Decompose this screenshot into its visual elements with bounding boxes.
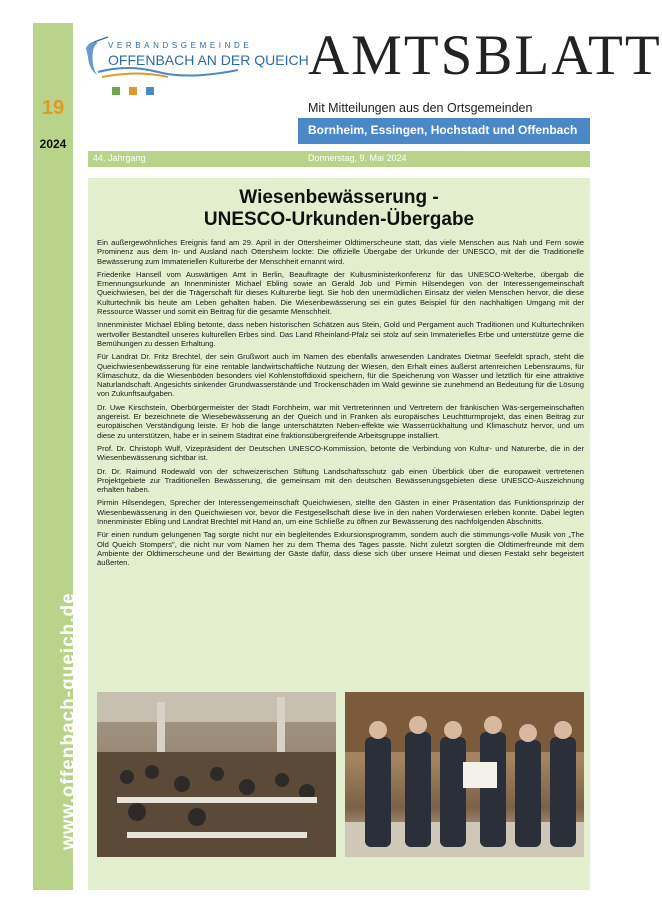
article-paragraph: Für einen rundum gelungenen Tag sorgte nicht nur ein begleitendes Exkursionsprogramm, sondern auch die stimmungs-volle Musik von „The Old Queich Stompers", die nicht nur vom Namen her zu dem Thema des Tages passte. Nicht zuletzt sorgten die Oldtimerfreunde mit dem Ambiente der Oldtimerscheune und der Bewirtung der Gäste dafür, dass diese sich über unsere Heimat und diesen Festakt sehr begeistert äußerten. (97, 530, 584, 568)
article-paragraph: Pirmin Hilsendegen, Sprecher der Interessengemeinschaft Queichwiesen, stellte den Gästen in einer Präsentation das Funktionsprinzip der Wiesenbewässerung in den Queichwiesen vor, bevor die Festgesellschaft diese live in den nahen Vorderwiesen erleben konnte. Dabei legten Innenminister Ebling und Landrat Brechtel mit Hand an, um eine Schließe zu öffnen zur Bewässerung des nachfolgenden Abschnitts. (97, 498, 584, 527)
issue-year: 2024 (39, 137, 67, 151)
logo-square-orange (129, 87, 137, 95)
article-paragraph: Für Landrat Dr. Fritz Brechtel, der sein Grußwort auch im Namen des ebenfalls anwesenden Landrates Dietmar Seefeldt sprach, steht die Queichwiesenbewässerung für eine rentable landwirtschaftliche Nutzung der Wiesen, den Erhalt eines äußerst artenreichen Lebensraums, für Klimaschutz, da die Wiesenböden besonders viel Kohlenstoffdioxid speichern, für die Speicherung von Wasser und letztlich für eine attraktive Naturlandschaft. Angesichts sinkender Grundwasserstände und Trockenschäden im Wald gewinne sie zunehmend an Bedeutung für die Lösung von Zukunftsaufgaben. (97, 352, 584, 399)
event-hall-illustration (97, 692, 336, 857)
article-paragraph: Innenminister Michael Ebling betonte, dass neben historischen Schätzen aus Stein, Gold und Pergament auch Traditionen und Kulturtechniken wertvoller Bestandteil unseres kulturellen Erbes sind. Das Land Rheinland-Pfalz sei stolz auf sein Immaterielles Erbe und unterstütze gerne die Bemühungen zu dessen Erhaltung. (97, 320, 584, 348)
group-illustration (345, 692, 584, 857)
certificate-handover-photo (345, 692, 584, 857)
logo-square-green (112, 87, 120, 95)
article-paragraph: Dr. Dr. Raimund Rodewald von der schweizerischen Stiftung Landschaftsschutz gab einen Überblick über die europaweit vertretenen Projektgebiete zur Traditionellen Bewässerung, die gemeinsam mit den deutschen Bewässerungsgebieten diese UNESCO-Auszeichnung erhalten haben. (97, 466, 584, 495)
masthead-title: AMTSBLATT (308, 24, 662, 87)
headline-line-1: Wiesenbewässerung - (239, 187, 439, 208)
article-paragraph: Prof. Dr. Christoph Wulf, Vizepräsident der Deutschen UNESCO-Kommission, betonte die Verbindung von Kultur- und Naturerbe, die in der Wiesenbewässerung sichtbar ist. (97, 443, 584, 463)
article-paragraph: Ein außergewöhnliches Ereignis fand am 29. April in der Ottersheimer Oldtimerscheune statt, das viele Menschen aus Nah und Fern sowie Prominenz aus dem In- und Ausland nach Ottersheim lockte: Die offizielle Übergabe der Urkunde der UNESCO, mit der die Traditionelle Bewässerung zum Immateriellen Kulturerbe der Menschheit ernannt wird. (97, 238, 584, 266)
article-body (97, 238, 584, 572)
website-url: www.offenbach-queich.de (58, 592, 79, 850)
jahrgang: 44. Jahrgang (93, 153, 146, 163)
article-headline (88, 187, 590, 231)
logo-squares (112, 82, 163, 100)
issue-number: 19 (41, 97, 65, 119)
masthead-subtitle: Mit Mitteilungen aus den Ortsgemeinden (308, 101, 533, 115)
logo-top-line: VERBANDSGEMEINDE (108, 41, 253, 50)
article-paragraph: Friederike Hansell vom Auswärtigen Amt in Berlin, Beauftragte der Kultusministerkonferenz für das UNESCO-Welterbe, übergab die Ernennungsurkunde an Innenminister Michael Ebling sowie an Gerald Job und Pirmin Hilsendegen von der Interessengemeinschaft Queichwiesen, bei der die Trägerschaft für dieses Kulturerbe liegt. Sie hob den unermüdlichen Einsatz der vielen Menschen hervor, die diese Kulturtechnik bis heute am Leben gehalten haben. Die Wiesenbewässerung sei ein gutes Beispiel für den nachhaltigen Umgang mit der Ressource Wasser und somit ein Beitrag für die gesamte Menschheit. (97, 269, 584, 317)
towns-list: Bornheim, Essingen, Hochstadt und Offenbach (308, 123, 578, 137)
event-hall-photo (97, 692, 336, 857)
headline-line-2: UNESCO-Urkunden-Übergabe (203, 209, 475, 230)
logo-square-blue (146, 87, 154, 95)
issue-date: Donnerstag, 9. Mai 2024 (308, 153, 407, 163)
article-paragraph: Dr. Uwe Kirschstein, Oberbürgermeister der Stadt Forchheim, war mit Vertreterinnen und Vertretern der fränkischen Wäs-sergemeinschaften angereist. Er bezeichnete die Wiesebewässerung an der Queich und in Franken als europäisches Leuchtturmprojekt, das einen Beitrag zur europäischen Verständigung leiste. Er hob die lange unterschätzten Neben-effekte wie Wasserrückhaltung und Klimaschutz hervor, und um diese zu unterstützen, habe er in seinem Stadtrat eine fraktionsübergreifende Arbeitsgruppe installiert. (97, 402, 584, 440)
logo-main-line: OFFENBACH AN DER QUEICH (108, 52, 309, 68)
